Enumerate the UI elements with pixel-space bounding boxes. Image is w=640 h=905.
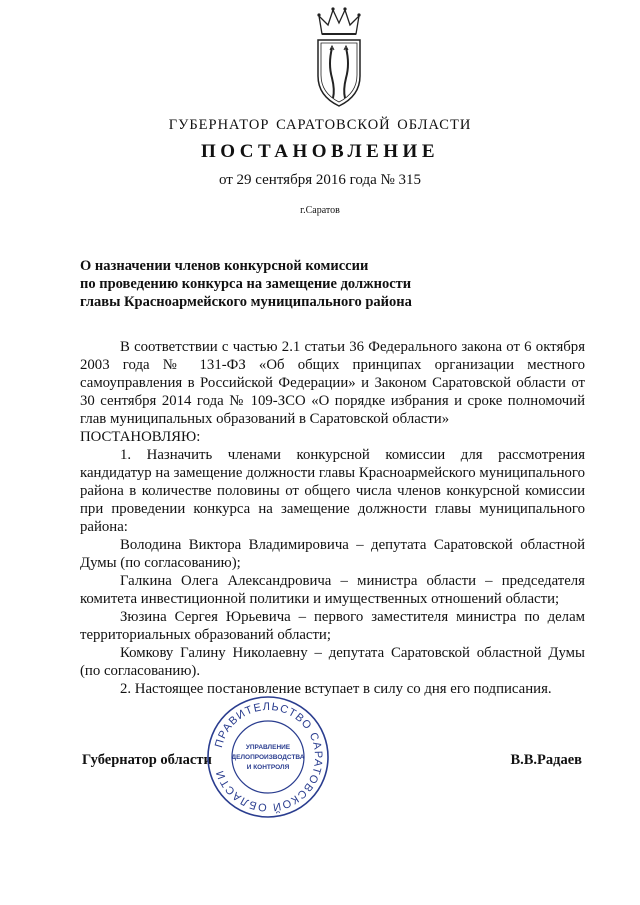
- stamp-outer-text: ПРАВИТЕЛЬСТВО САРАТОВСКОЙ ОБЛАСТИ: [212, 700, 325, 814]
- signature-position: Губернатор области: [82, 752, 212, 768]
- body-paragraph: Володина Виктора Владимировича – депутата Саратовской областной Думы (по согласованию);: [80, 537, 585, 571]
- body-paragraph: Галкина Олега Александровича – министра области – председателя комитета инвестиционной политики и имущественных отношений области;: [80, 573, 585, 607]
- document-date-number: от 29 сентября 2016 года № 315: [218, 172, 422, 188]
- body-paragraph: В соответствии с частью 2.1 статьи 36 Федерального закона от 6 октября 2003 года № 131-ФЗ «Об общих принципах организации местного самоуправления в Российской Федерации» и Законом Саратовской области от 30 сентября 2014 года № 109-ЗСО «О порядке избрания и сроке полномочий глав муниципальных образований в Саратовской области»: [80, 339, 585, 427]
- coat-of-arms-icon: [310, 6, 368, 110]
- official-stamp: [205, 694, 331, 820]
- stamp-inner-line: ДЕЛОПРОИЗВОДСТВА: [231, 754, 305, 761]
- body-decree-word: ПОСТАНОВЛЯЮ:: [80, 429, 201, 445]
- document-body: [80, 338, 585, 698]
- subject-line: главы Красноармейского муниципального района: [80, 294, 412, 310]
- stamp-inner-line: УПРАВЛЕНИЕ: [245, 744, 291, 751]
- subject-line: О назначении членов конкурсной комиссии: [80, 258, 369, 274]
- document-subject: [80, 257, 480, 311]
- body-paragraph: Комкову Галину Николаевну – депутата Саратовской областной Думы (по согласованию).: [80, 645, 585, 679]
- signature-name: В.В.Радаев: [510, 752, 582, 768]
- subject-line: по проведению конкурса на замещение должности: [80, 276, 412, 292]
- document-type: ПОСТАНОВЛЕНИЕ: [200, 141, 440, 162]
- document-city: г.Саратов: [300, 205, 340, 216]
- body-paragraph: 1. Назначить членами конкурсной комиссии для рассмотрения кандидатур на замещение должности главы Красноармейского муниципального района в количестве половины от общего числа членов конкурсной комиссии при проведении конкурса на замещение должности главы муниципального района:: [80, 447, 585, 535]
- stamp-inner-line: И КОНТРОЛЯ: [246, 764, 290, 771]
- body-paragraph: Зюзина Сергея Юрьевича – первого заместителя министра по делам территориальных образований области;: [80, 609, 585, 643]
- body-paragraph: 2. Настоящее постановление вступает в силу со дня его подписания.: [120, 681, 552, 697]
- issuer-title: ГУБЕРНАТОР САРАТОВСКОЙ ОБЛАСТИ: [168, 117, 472, 133]
